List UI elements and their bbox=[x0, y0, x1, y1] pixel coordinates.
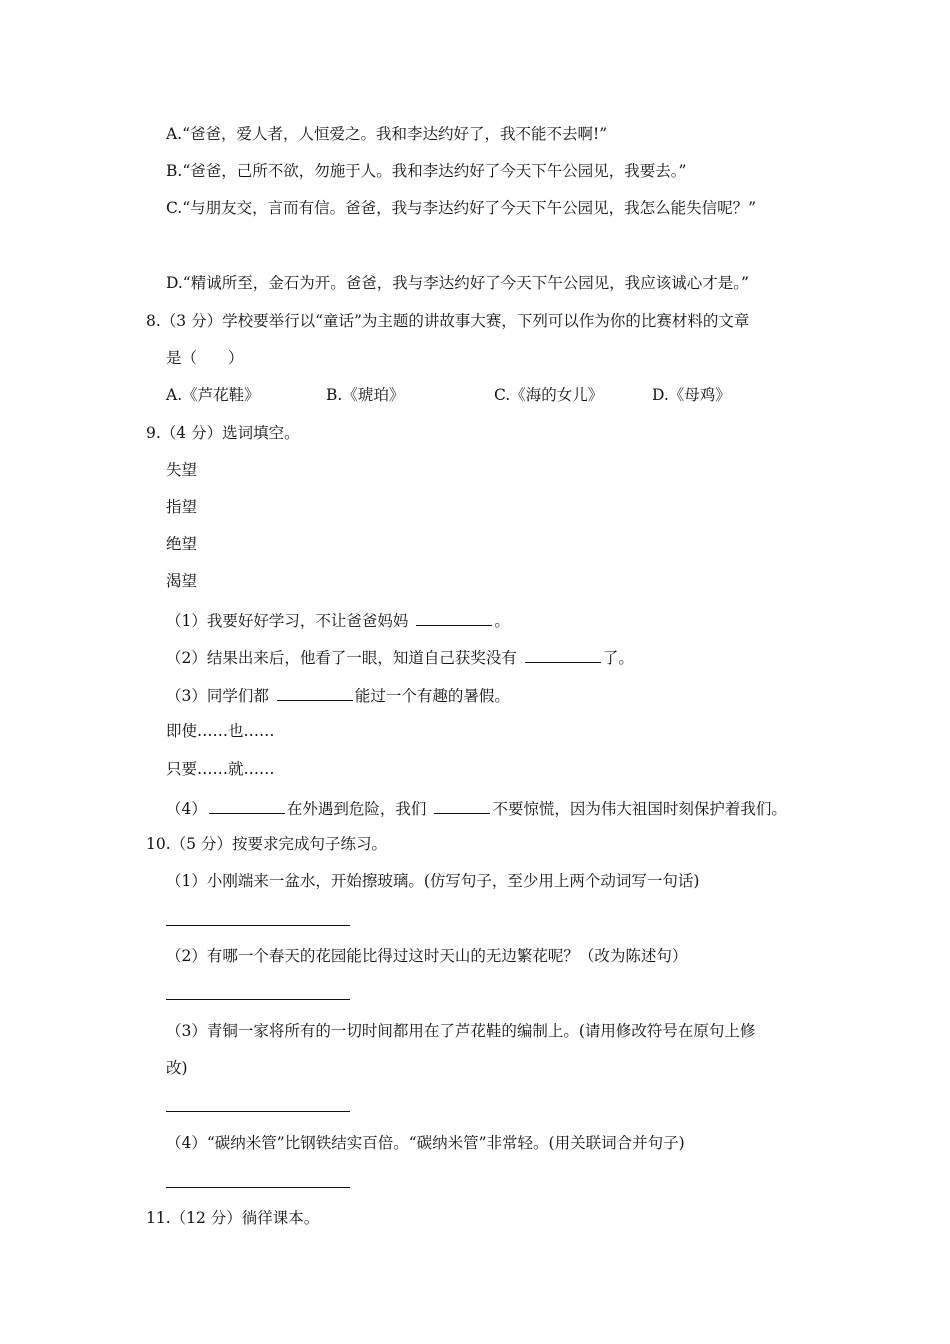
q7-option-b: B.“爸爸，己所不欲，勿施于人。我和李达约好了今天下午公园见，我要去。” bbox=[166, 162, 687, 180]
q9-sentence-1: （1）我要好好学习，不让爸爸妈妈 。 bbox=[166, 609, 510, 631]
fill-blank[interactable] bbox=[434, 797, 490, 814]
q9-word: 绝望 bbox=[166, 535, 198, 553]
q10-part-3-line1: （3）青铜一家将所有的一切时间都用在了芦花鞋的编制上。(请用修改符号在原句上修 bbox=[166, 1022, 756, 1040]
answer-line[interactable] bbox=[166, 999, 350, 1000]
q8-option-a: A.《芦花鞋》 bbox=[166, 386, 260, 404]
q7-option-c: C.“与朋友交，言而有信。爸爸，我与李达约好了今天下午公园见，我怎么能失信呢？” bbox=[166, 199, 757, 217]
q8-option-c: C.《海的女儿》 bbox=[494, 386, 604, 404]
q10-part-3-line2: 改) bbox=[166, 1059, 188, 1077]
q10-part-4: （4）“碳纳米管”比钢铁结实百倍。“碳纳米管”非常轻。(用关联词合并句子) bbox=[166, 1134, 685, 1152]
q9-word: 失望 bbox=[166, 461, 198, 479]
fill-blank[interactable] bbox=[277, 684, 353, 701]
q8-option-d: D.《母鸡》 bbox=[652, 386, 731, 404]
q9-sentence-3: （3）同学们都 能过一个有趣的暑假。 bbox=[166, 684, 510, 706]
q11-stem: 11.（12 分）徜徉课本。 bbox=[146, 1209, 320, 1227]
q9-conjunction: 只要……就…… bbox=[166, 760, 275, 778]
answer-line[interactable] bbox=[166, 1187, 350, 1188]
q9-word: 指望 bbox=[166, 498, 198, 516]
q10-part-2: （2）有哪一个春天的花园能比得过这时天山的无边繁花呢？（改为陈述句） bbox=[166, 947, 688, 965]
q7-option-d: D.“精诚所至，金石为开。爸爸，我与李达约好了今天下午公园见，我应该诚心才是。” bbox=[166, 274, 749, 292]
answer-line[interactable] bbox=[166, 925, 350, 926]
q10-stem: 10.（5 分）按要求完成句子练习。 bbox=[146, 835, 387, 853]
q9-word: 渴望 bbox=[166, 572, 198, 590]
fill-blank[interactable] bbox=[525, 646, 601, 663]
q9-stem: 9.（4 分）选词填空。 bbox=[146, 424, 300, 442]
q9-sentence-4: （4） 在外遇到危险，我们 不要惊慌，因为伟大祖国时刻保护着我们。 bbox=[166, 797, 787, 819]
q8-stem-line2: 是（ ） bbox=[166, 349, 244, 367]
answer-line[interactable] bbox=[166, 1111, 350, 1112]
q9-sentence-2: （2）结果出来后，他看了一眼，知道自己获奖没有 了。 bbox=[166, 646, 634, 668]
q8-stem-line1: 8.（3 分）学校要举行以“童话”为主题的讲故事大赛，下列可以作为你的比赛材料的文章 bbox=[146, 312, 750, 330]
fill-blank[interactable] bbox=[209, 797, 285, 814]
fill-blank[interactable] bbox=[416, 609, 492, 626]
q10-part-1: （1）小刚端来一盆水，开始擦玻璃。(仿写句子，至少用上两个动词写一句话) bbox=[166, 872, 700, 890]
q8-option-b: B.《琥珀》 bbox=[326, 386, 405, 404]
q7-option-a: A.“爸爸，爱人者，人恒爱之。我和李达约好了，我不能不去啊!” bbox=[166, 125, 608, 143]
q9-conjunction: 即使……也…… bbox=[166, 722, 275, 740]
